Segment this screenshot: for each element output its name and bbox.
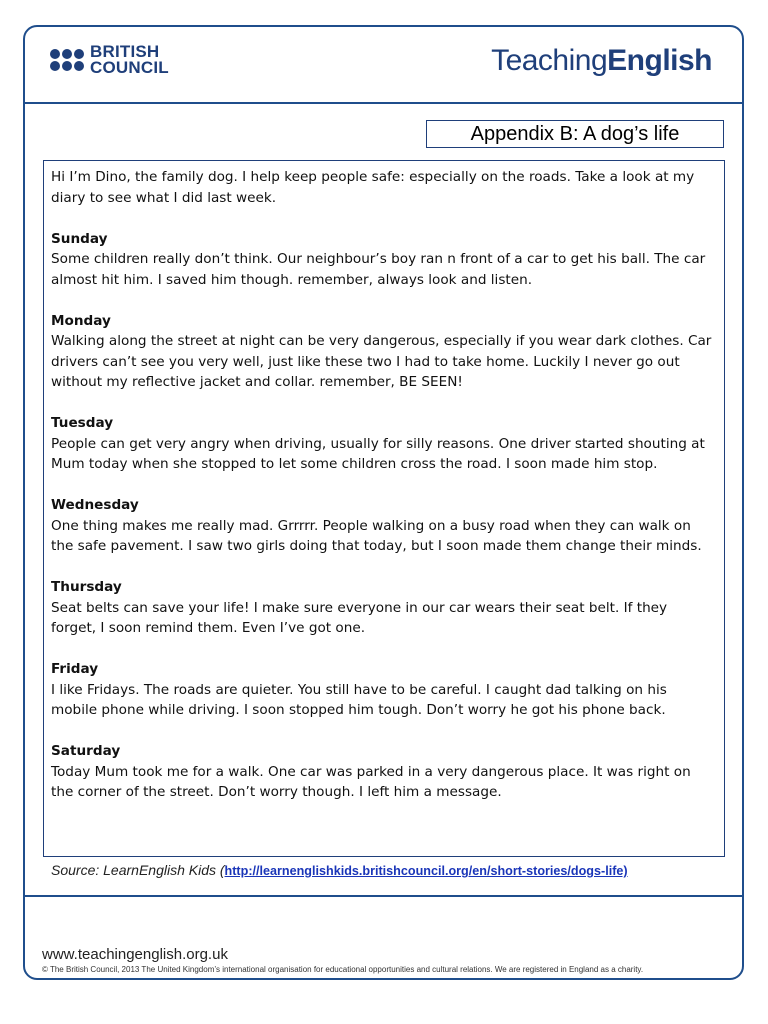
british-council-dots-icon xyxy=(50,49,84,71)
day-entry-thursday xyxy=(51,577,716,639)
day-text: One thing makes me really mad. Grrrrr. People walking on a busy road when they can walk on the safe pavement. I saw two girls doing that today, but I soon made them change their minds. xyxy=(51,517,702,554)
day-entry-wednesday xyxy=(51,495,716,557)
day-title: Sunday xyxy=(51,230,108,247)
day-text: People can get very angry when driving, usually for silly reasons. One driver started shouting at Mum today when she stopped to let some children cross the road. I soon made him stop. xyxy=(51,435,705,472)
day-entry-monday xyxy=(51,311,716,393)
intro-text: Hi I’m Dino, the family dog. I help keep people safe: especially on the roads. Take a look at my diary to see what I did last week. xyxy=(51,169,695,206)
day-text: Some children really don’t think. Our neighbour’s boy ran n front of a car to get his ball. The car almost hit him. I saved him though. remember, always look and listen. xyxy=(51,251,706,288)
day-title: Tuesday xyxy=(51,415,114,431)
day-entry-friday xyxy=(51,659,716,721)
day-text: I like Fridays. The roads are quieter. You still have to be careful. I caught dad talking on his mobile phone while driving. I soon stopped him tough. Don’t worry he got his phone back. xyxy=(51,681,667,718)
footer-url[interactable]: www.teachingenglish.org.uk xyxy=(42,946,228,963)
source-citation xyxy=(51,862,628,878)
source-link[interactable]: http://learnenglishkids.britishcouncil.org/en/short-stories/dogs-life) xyxy=(224,864,628,878)
day-title: Saturday xyxy=(51,743,121,759)
day-entry-tuesday xyxy=(51,413,716,475)
british-council-logo xyxy=(50,44,169,76)
te-logo-bold: English xyxy=(607,44,712,77)
bc-logo-line2: COUNCIL xyxy=(90,58,169,77)
day-text: Seat belts can save your life! I make sure everyone in our car wears their seat belt. If they forget, I soon remind them. Even I’ve got one. xyxy=(51,599,668,636)
day-entry-sunday xyxy=(51,229,716,291)
page-title: Appendix B: A dog’s life xyxy=(426,120,724,148)
day-title: Friday xyxy=(51,661,99,677)
diary-content xyxy=(43,160,725,857)
day-title: Wednesday xyxy=(51,497,139,513)
te-logo-light: Teaching xyxy=(491,44,608,77)
day-entry-saturday xyxy=(51,741,716,803)
teaching-english-logo xyxy=(491,44,712,78)
footer-copyright: © The British Council, 2013 The United Kingdom’s international organisation for educational opportunities and cultural relations. We are registered in England as a charity. xyxy=(42,965,644,974)
day-title: Monday xyxy=(51,312,111,329)
header-divider xyxy=(23,102,744,104)
footer-divider xyxy=(23,895,744,897)
day-text: Walking along the street at night can be very dangerous, especially if you wear dark clothes. Car drivers can’t see you very well, just like these two I had to take home. Luckily I never go out without my reflective jacket and collar. remember, BE SEEN! xyxy=(51,333,712,390)
bc-logo-line1: BRITISH xyxy=(90,42,160,61)
day-title: Thursday xyxy=(51,579,122,595)
source-prefix: Source: LearnEnglish Kids ( xyxy=(51,862,225,878)
day-text: Today Mum took me for a walk. One car was parked in a very dangerous place. It was right on the corner of the street. Don’t worry though. I left him a message. xyxy=(51,763,691,800)
